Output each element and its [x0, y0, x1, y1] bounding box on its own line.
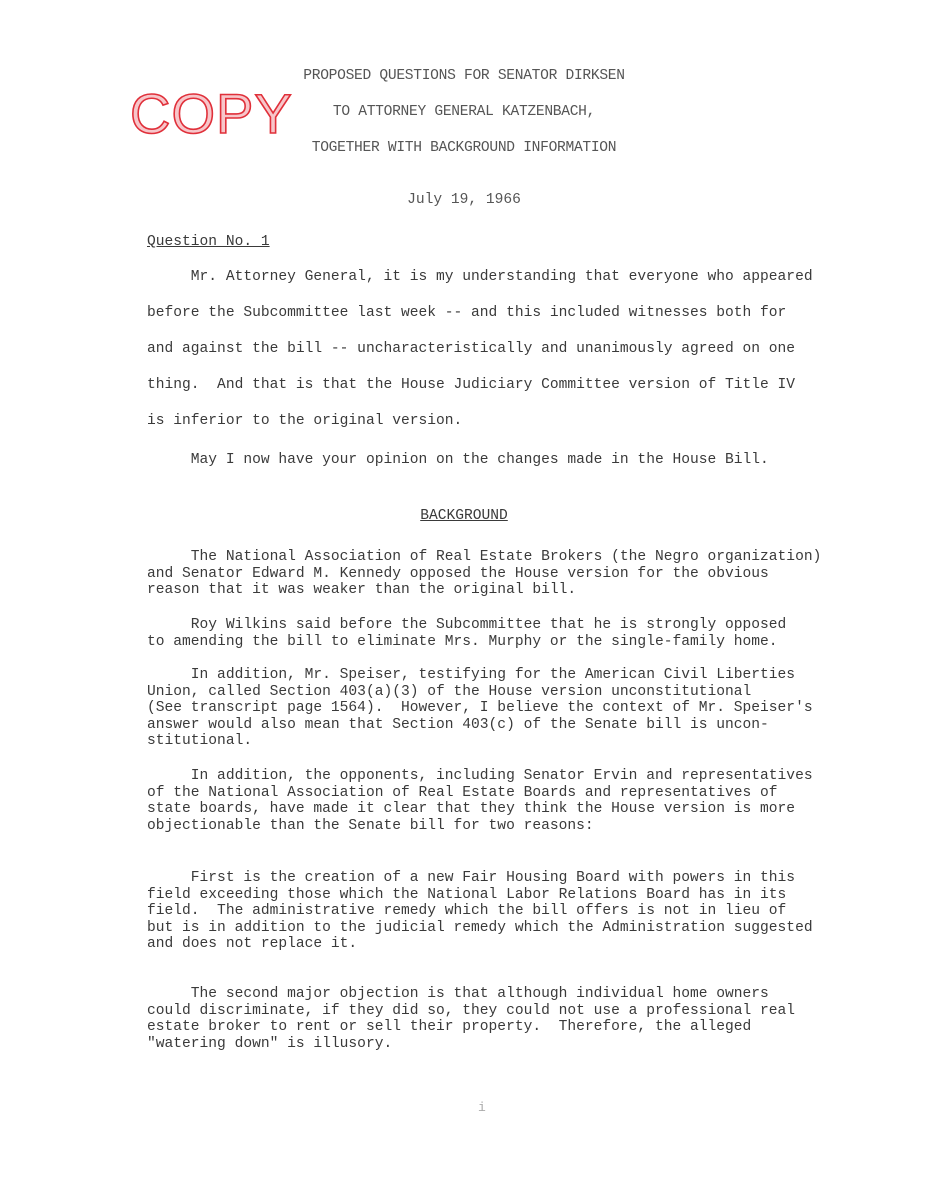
- title-line: TO ATTORNEY GENERAL KATZENBACH,: [332, 104, 596, 120]
- text-line: objectionable than the Senate bill for two reasons:: [147, 817, 594, 834]
- question-paragraph: [147, 442, 769, 478]
- text-line: (See transcript page 1564). However, I believe the context of Mr. Speiser's: [147, 700, 813, 717]
- text-line: The second major objection is that although individual home owners: [147, 986, 769, 1002]
- text-line: state boards, have made it clear that they think the House version is more: [147, 801, 796, 818]
- title-line: TOGETHER WITH BACKGROUND INFORMATION: [311, 140, 617, 156]
- text-line: The National Association of Real Estate Brokers (the Negro organization): [147, 549, 822, 565]
- text-line: "watering down" is illusory.: [147, 1035, 393, 1052]
- text-line: and Senator Edward M. Kennedy opposed the House version for the obvious: [147, 565, 769, 582]
- text-line: field. The administrative remedy which the bill offers is not in lieu of: [147, 903, 787, 920]
- text-line: but is in addition to the judicial remedy which the Administration suggested: [147, 919, 813, 936]
- background-paragraph: [147, 986, 795, 1052]
- document-date: July 19, 1966: [407, 192, 521, 208]
- page-mark: i: [478, 1100, 486, 1115]
- background-paragraph: [147, 768, 813, 834]
- text-line: Roy Wilkins said before the Subcommittee that he is strongly opposed: [147, 617, 787, 633]
- copy-stamp: COPY: [130, 82, 293, 145]
- title-line: PROPOSED QUESTIONS FOR SENATOR DIRKSEN: [303, 68, 625, 84]
- background-heading: BACKGROUND: [420, 508, 508, 524]
- text-line: estate broker to rent or sell their property. Therefore, the alleged: [147, 1019, 752, 1036]
- background-paragraph: [147, 549, 821, 599]
- background-paragraph: [147, 667, 813, 750]
- text-line: to amending the bill to eliminate Mrs. Murphy or the single-family home.: [147, 633, 778, 650]
- text-line: and against the bill -- uncharacteristically and unanimously agreed on one: [147, 341, 796, 357]
- text-line: could discriminate, if they did so, they could not use a professional real: [147, 1002, 796, 1019]
- text-line: answer would also mean that Section 403(c) of the Senate bill is uncon-: [147, 716, 769, 733]
- background-paragraph: [147, 617, 786, 650]
- text-line: thing. And that is that the House Judiciary Committee version of Title IV: [147, 377, 796, 393]
- text-line: May I now have your opinion on the changes made in the House Bill.: [147, 452, 769, 468]
- text-line: reason that it was weaker than the original bill.: [147, 582, 577, 599]
- text-line: before the Subcommittee last week -- and this included witnesses both for: [147, 305, 787, 321]
- text-line: is inferior to the original version.: [147, 413, 463, 429]
- text-line: of the National Association of Real Estate Boards and representatives of: [147, 784, 778, 801]
- background-paragraph: [147, 870, 813, 953]
- question-heading: Question No. 1: [147, 234, 270, 250]
- question-paragraph: [147, 259, 813, 439]
- text-line: stitutional.: [147, 733, 253, 750]
- text-line: In addition, the opponents, including Senator Ervin and representatives: [147, 768, 813, 784]
- text-line: field exceeding those which the National Labor Relations Board has in its: [147, 886, 787, 903]
- text-line: Mr. Attorney General, it is my understanding that everyone who appeared: [147, 269, 813, 285]
- text-line: and does not replace it.: [147, 936, 358, 953]
- text-line: First is the creation of a new Fair Housing Board with powers in this: [147, 870, 796, 886]
- text-line: Union, called Section 403(a)(3) of the House version unconstitutional: [147, 683, 752, 700]
- text-line: In addition, Mr. Speiser, testifying for the American Civil Liberties: [147, 667, 796, 683]
